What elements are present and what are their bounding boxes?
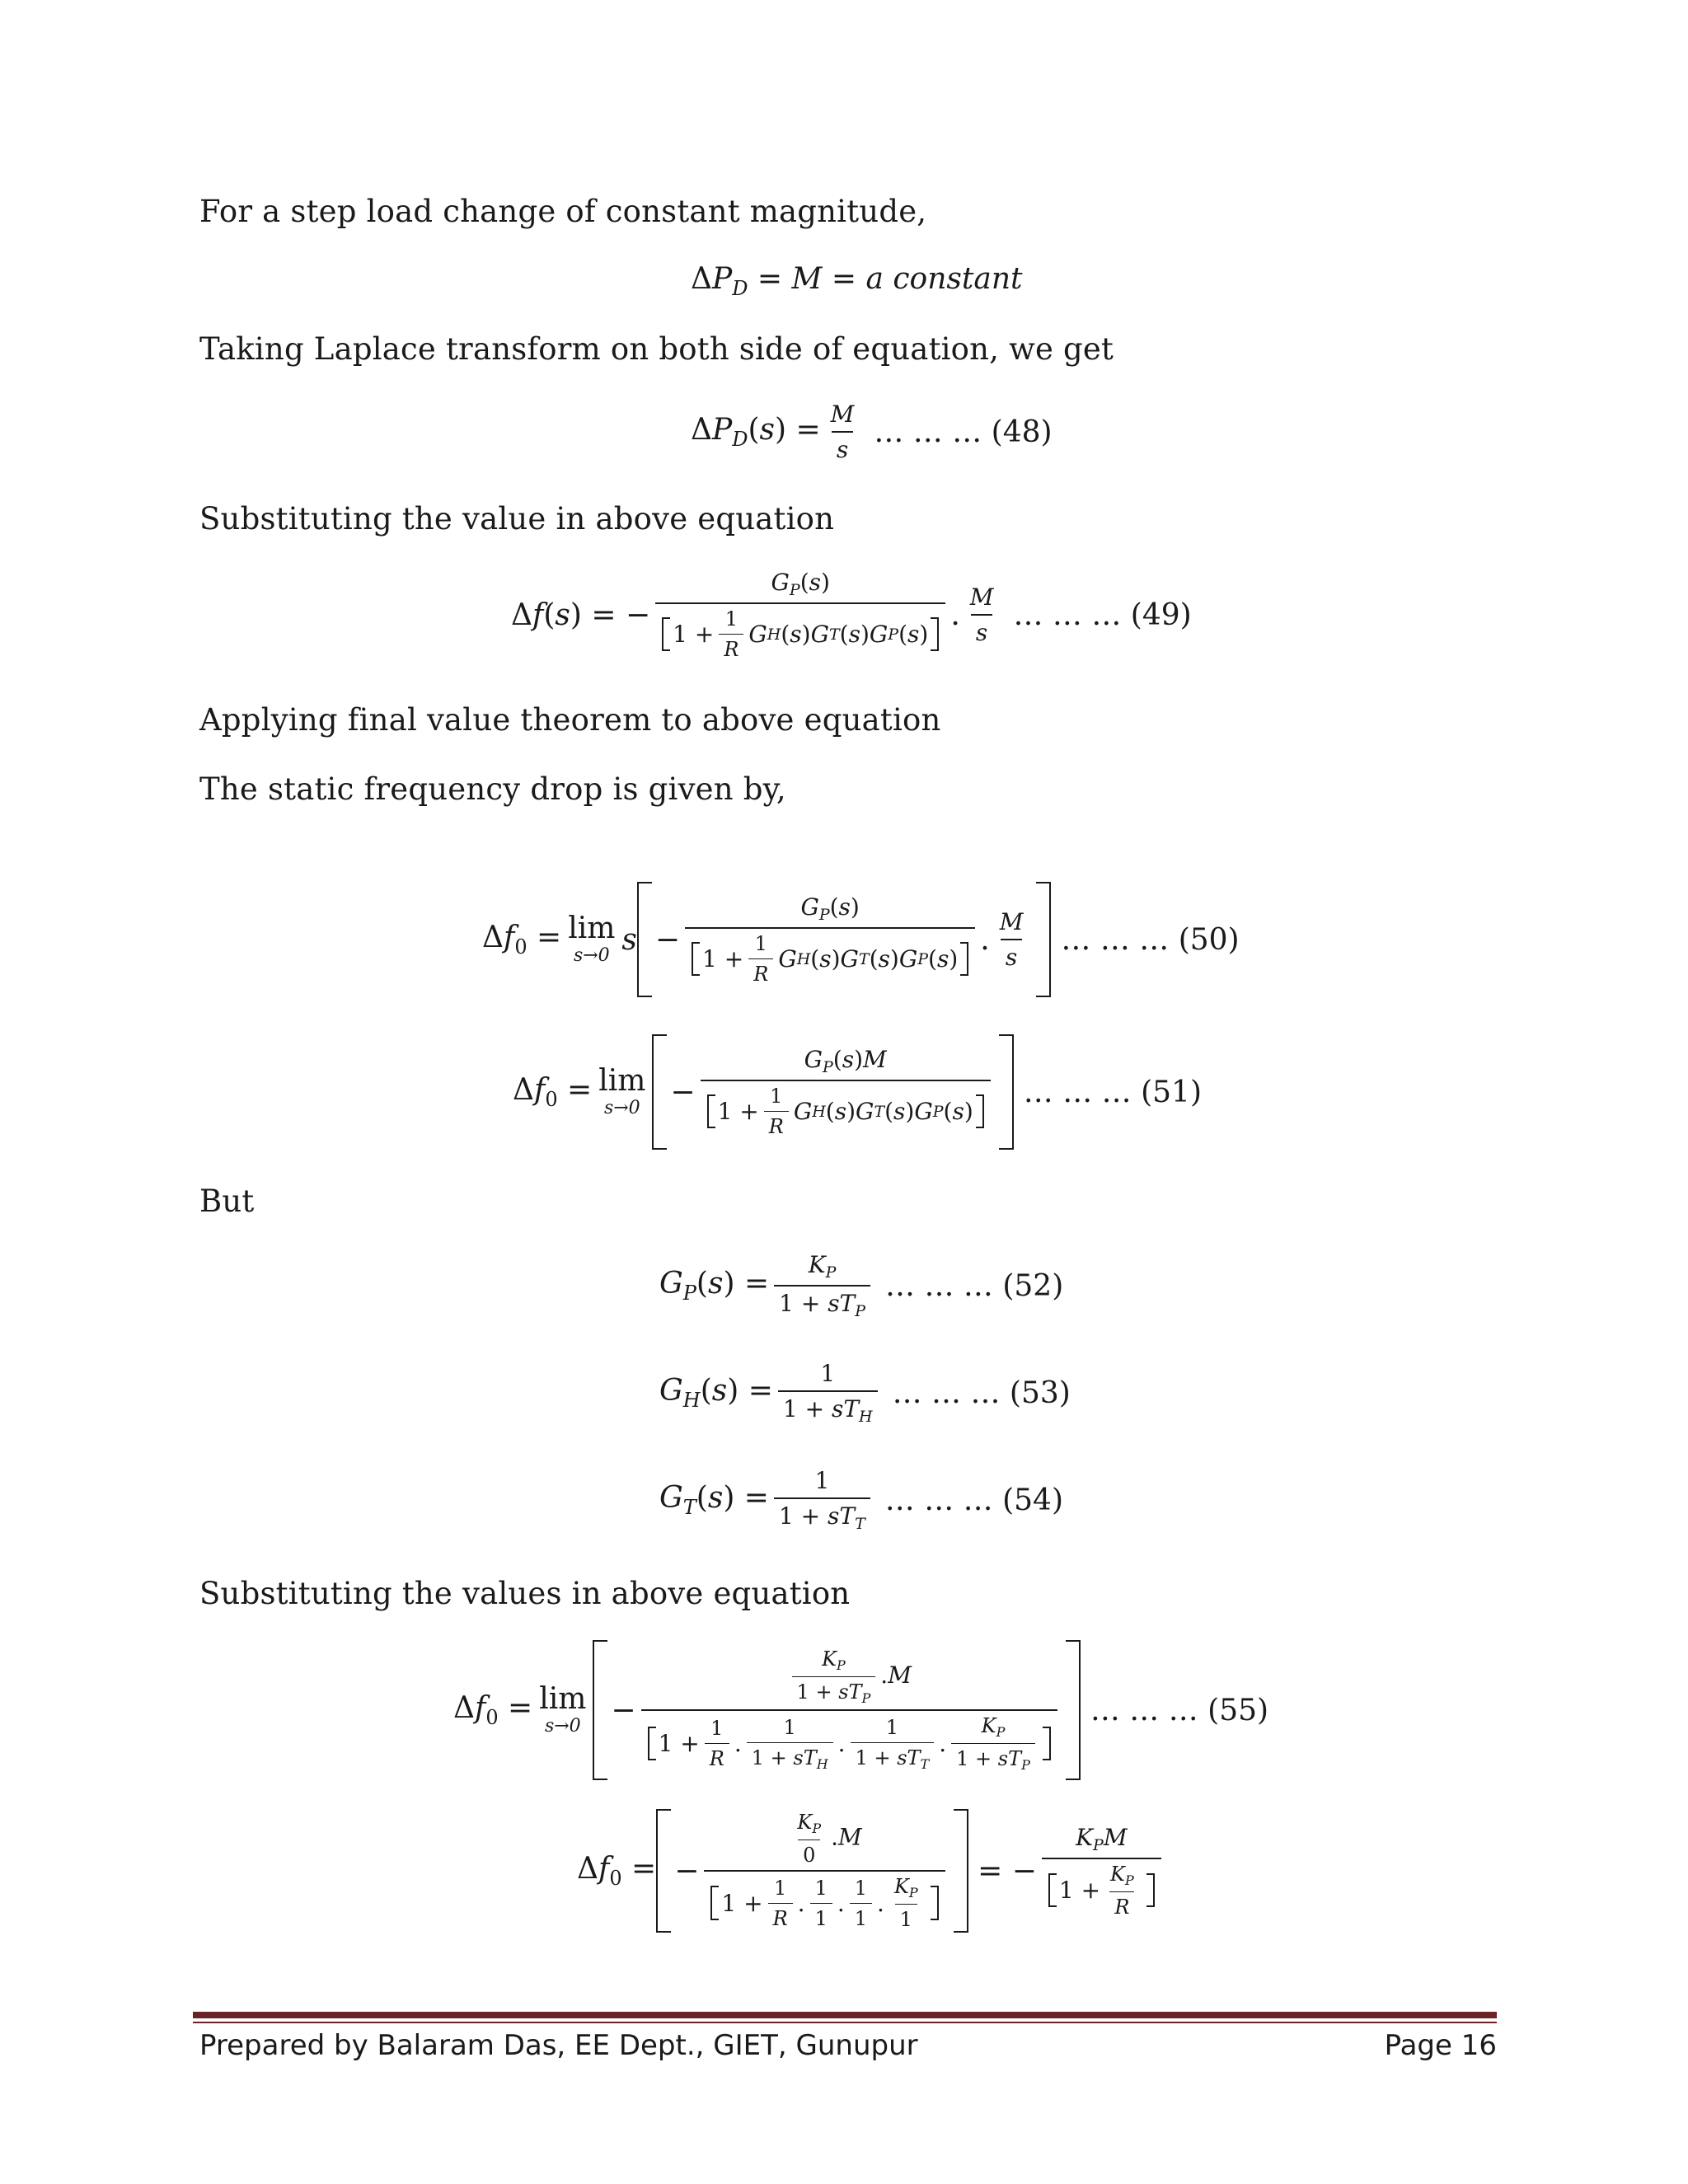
paragraph-substituting: Substituting the value in above equation xyxy=(199,501,835,537)
footer-page-number: Page 16 xyxy=(1384,2029,1497,2062)
paragraph-step-load: For a step load change of constant magnitude, xyxy=(199,194,927,229)
equation-54: $G_T(s)$ = $\frac{1}{1 + sT_T}$ … … … (54) xyxy=(659,1467,1064,1533)
equation-50: $\Delta f_0$ = lim s→0 s − $G_P(s)$ 1 + $\frac{1}{R}$ G H ( s ) G T ( s ) G P ( s ) . $\frac{M}{s}$ … … … (50) xyxy=(482,882,1240,997)
paragraph-laplace: Taking Laplace transform on both side of equation, we get xyxy=(199,331,1114,367)
equation-constant: $\Delta P_D = M = a$ constant xyxy=(691,262,1023,300)
paragraph-final-value: Applying final value theorem to above equation xyxy=(199,702,941,738)
equation-51: $\Delta f_0$ = lim s→0 − $G_P(s)M$ 1 + $\frac{1}{R}$ G H ( s ) G T ( s ) G P ( s ) … … … (51) xyxy=(513,1034,1202,1150)
equation-48: $\Delta P_D(s)$ = $\frac{M}{s}$ … … … (48) xyxy=(691,401,1053,463)
footer-author: Prepared by Balaram Das, EE Dept., GIET, Gunupur xyxy=(199,2029,918,2062)
equation-53: $G_H(s)$ = $\frac{1}{1 + sT_H}$ … … … (53) xyxy=(659,1360,1071,1426)
equation-52: $G_P(s)$ = $\frac{K_P}{1 + sT_P}$ … … … (52) xyxy=(659,1251,1064,1320)
equation-final: $\Delta f_0$ = − $\frac{K_P}{0}$ .M 1 + $\frac{1}{R}$ . $\frac{1}{1}$ . $\frac{1}{1}$ . $\frac{K_P}{1}$ = − $K_PM$ 1 + $\frac{K_P}{R}$ xyxy=(577,1809,1166,1933)
equation-49: Δf(s) = − $G_P(s)$ 1 + $\frac{1}{R}$ G H ( s ) G T ( s ) G P ( s ) . $\frac{M}{s}$ … … … (49) xyxy=(511,569,1192,661)
paragraph-but: But xyxy=(199,1183,255,1219)
paragraph-static-drop: The static frequency drop is given by, xyxy=(199,771,786,807)
paragraph-substituting-values: Substituting the values in above equation xyxy=(199,1576,851,1611)
equation-55: $\Delta f_0$ = lim s→0 − $\frac{K_P}{1 + sT_P}$ .M 1 + $\frac{1}{R}$ . $\frac{1}{1 + sT_H}$ . $\frac{1}{1 + sT_T}$ . $\frac{K_P}{1 + sT_P}$ … … … (55) xyxy=(453,1640,1268,1780)
